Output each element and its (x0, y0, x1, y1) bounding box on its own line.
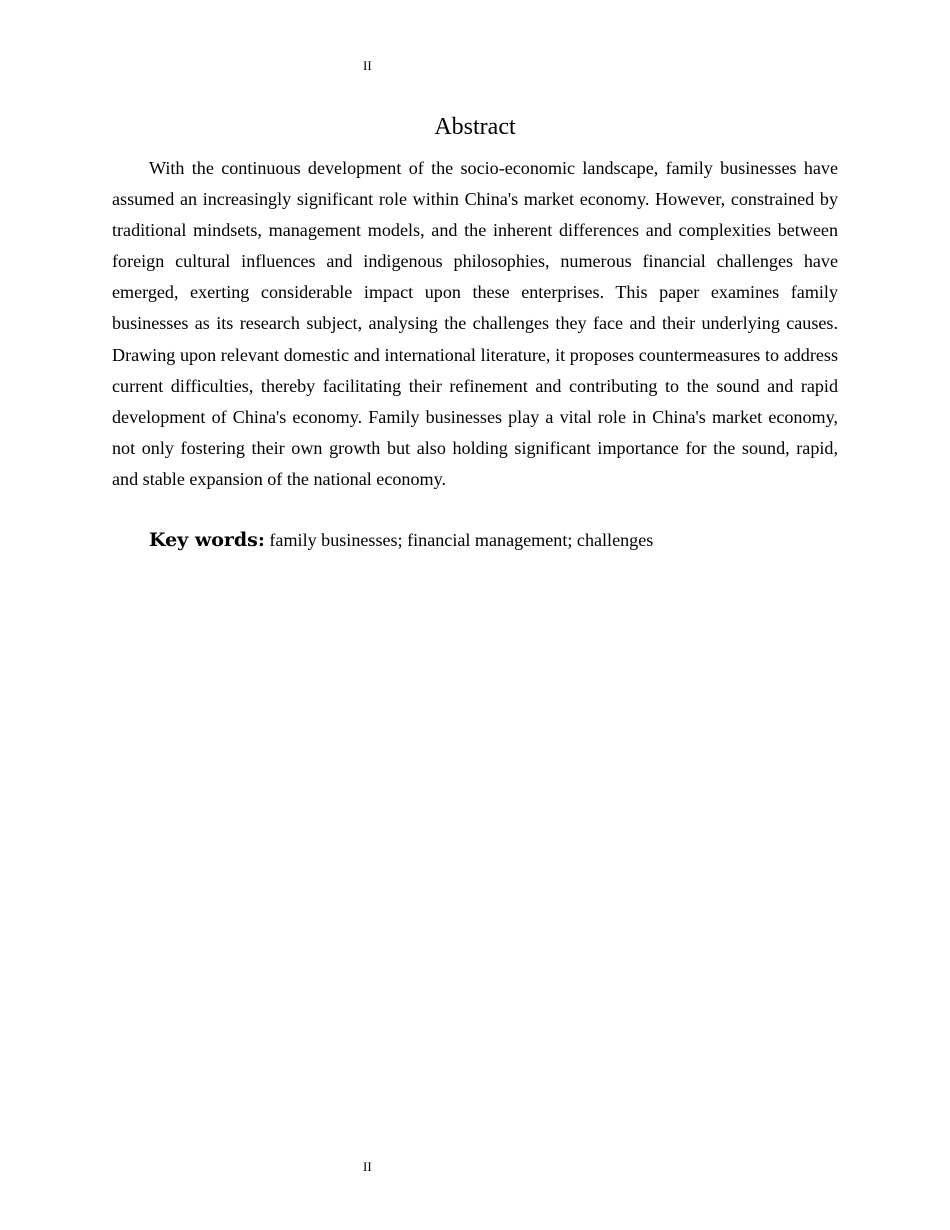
keywords-values: family businesses; financial management; challenges (269, 530, 654, 550)
header-page-number: II (363, 58, 372, 73)
abstract-title: Abstract (434, 114, 516, 140)
footer-page-number: II (363, 1159, 372, 1174)
abstract-body: With the continuous development of the socio-economic landscape, family businesses have assumed an increasingly significant role within China's market economy. However, constrained by traditional mindsets, management models, and the inherent differences and complexities between foreign cultural influences and indigenous philosophies, numerous financial challenges have emerged, exerting considerable impact upon these enterprises. This paper examines family businesses as its research subject, analysing the challenges they face and their underlying causes. Drawing upon relevant domestic and international literature, it proposes countermeasures to address current difficulties, thereby facilitating their refinement and contributing to the sound and rapid development of China's economy. Family businesses play a vital role in China's market economy, not only fostering their own growth but also holding significant importance for the sound, rapid, and stable expansion of the national economy. (112, 158, 838, 489)
keywords-line (149, 525, 839, 556)
keywords-label: Key words: (149, 529, 265, 551)
